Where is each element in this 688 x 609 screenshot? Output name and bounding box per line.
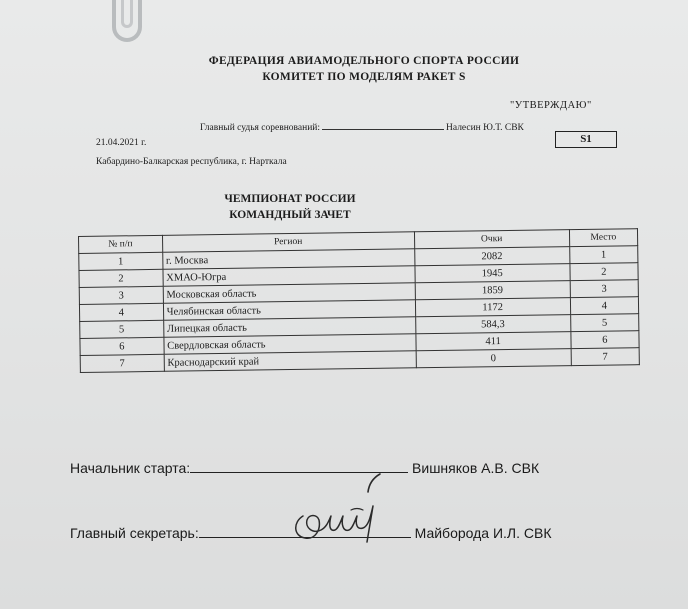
handwritten-signature bbox=[285, 470, 395, 550]
committee-title: КОМИТЕТ ПО МОДЕЛЯМ РАКЕТ S bbox=[262, 71, 466, 83]
team-standings-title: КОМАНДНЫЙ ЗАЧЕТ bbox=[229, 209, 351, 221]
row-number: 7 bbox=[80, 354, 164, 372]
approve-label: "УТВЕРЖДАЮ" bbox=[510, 100, 592, 111]
column-header-number: № п/п bbox=[79, 235, 163, 253]
start-chief-label: Начальник старта: bbox=[70, 460, 191, 476]
class-code-box: S1 bbox=[555, 131, 617, 148]
row-place: 7 bbox=[571, 348, 640, 366]
chief-judge-signature-line bbox=[322, 120, 444, 130]
row-region: ХМАО-Югра bbox=[163, 266, 415, 287]
column-header-points: Очки bbox=[414, 230, 569, 249]
row-region: Свердловская область bbox=[164, 334, 416, 355]
row-points: 1172 bbox=[415, 298, 570, 317]
row-place: 4 bbox=[570, 297, 639, 315]
event-location: Кабардино-Балкарская республика, г. Нарткала bbox=[96, 157, 287, 167]
row-region: Челябинская область bbox=[163, 300, 415, 321]
row-place: 6 bbox=[571, 331, 640, 349]
chief-judge-row bbox=[200, 120, 524, 133]
row-place: 2 bbox=[570, 263, 639, 281]
column-header-region: Регион bbox=[162, 232, 414, 253]
row-place: 3 bbox=[570, 280, 639, 298]
secretary-label: Главный секретарь: bbox=[70, 525, 199, 541]
row-points: 0 bbox=[416, 349, 571, 368]
row-place: 5 bbox=[570, 314, 639, 332]
row-points: 584,3 bbox=[415, 315, 570, 334]
start-chief-name: Вишняков А.В. СВК bbox=[412, 460, 540, 476]
column-header-place: Место bbox=[569, 229, 638, 247]
chief-judge-name: Налесин Ю.Т. СВК bbox=[446, 123, 524, 133]
row-points: 411 bbox=[415, 332, 570, 351]
results-table bbox=[78, 228, 640, 373]
row-number: 5 bbox=[80, 320, 164, 338]
row-region: Московская область bbox=[163, 283, 415, 304]
secretary-name: Майборода И.Л. СВК bbox=[414, 525, 552, 541]
row-number: 4 bbox=[79, 303, 163, 321]
row-region: Краснодарский край bbox=[164, 351, 416, 372]
chief-judge-label: Главный судья соревнований: bbox=[200, 123, 321, 133]
row-place: 1 bbox=[569, 246, 638, 264]
paper-clip-inner bbox=[121, 0, 133, 28]
row-number: 3 bbox=[79, 286, 163, 304]
federation-title: ФЕДЕРАЦИЯ АВИАМОДЕЛЬНОГО СПОРТА РОССИИ bbox=[208, 55, 520, 67]
row-region: г. Москва bbox=[162, 249, 414, 270]
event-date: 21.04.2021 г. bbox=[96, 138, 147, 148]
row-number: 1 bbox=[79, 252, 163, 270]
championship-title: ЧЕМПИОНАТ РОССИИ bbox=[224, 193, 356, 205]
row-number: 2 bbox=[79, 269, 163, 287]
row-points: 1945 bbox=[415, 264, 570, 283]
row-points: 1859 bbox=[415, 281, 570, 300]
row-region: Липецкая область bbox=[163, 317, 415, 338]
row-number: 6 bbox=[80, 337, 164, 355]
row-points: 2082 bbox=[414, 247, 569, 266]
